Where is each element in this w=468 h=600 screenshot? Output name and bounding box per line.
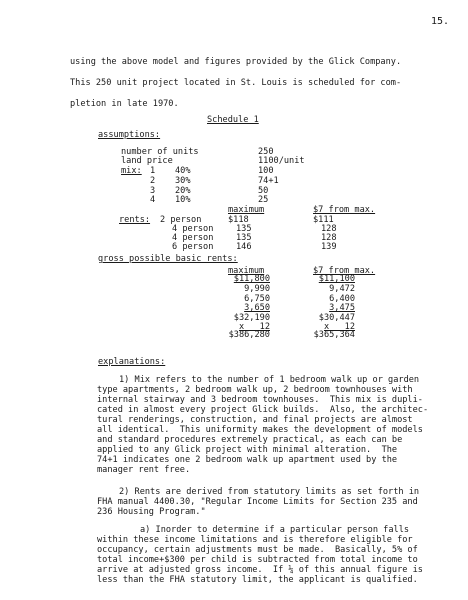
rent-less: 128 [321, 233, 337, 243]
gross-col-less: $7 from max. [313, 266, 376, 276]
page-number: 15. [431, 16, 450, 27]
mix-percent: 30% [175, 176, 191, 186]
gross-less: 9,472 [329, 284, 355, 294]
rent-max: $118 [228, 215, 249, 225]
para1-line: tural renderings, construction, and final projects are almost [97, 415, 413, 425]
gross-max: 6,750 [244, 294, 270, 304]
gross-less: 3,475 [329, 303, 355, 313]
mix-units: 100 [258, 166, 274, 176]
rent-less: $111 [313, 215, 334, 225]
para1-line: type apartments, 2 bedroom walk up, 2 bedroom townhouses with [97, 385, 413, 395]
rents-col-max: maximum [228, 205, 265, 215]
rent-persons: 4 person [172, 233, 214, 243]
para3-line: within these income limitations and is therefore eligible for [97, 535, 413, 545]
rent-less: 128 [321, 224, 337, 234]
para1-line: and standard procedures extremely practical, as each can be [97, 435, 403, 445]
mix-bedrooms: 1 [150, 166, 156, 176]
para2-line: 236 Housing Program." [97, 507, 206, 517]
gross-max: 9,990 [244, 284, 270, 294]
gross-total-less: $365,364 [313, 330, 355, 340]
para3-line: less than the FHA statutory limit, the applicant is qualified. [97, 575, 418, 585]
rents-label: rents: [119, 215, 151, 225]
gross-label: gross possible basic rents: [98, 254, 238, 264]
intro-line: pletion in late 1970. [70, 99, 179, 109]
para1-line: manager rent free. [97, 465, 191, 475]
assumption-value: 1100/unit [258, 156, 305, 166]
gross-col-max: maximum [228, 266, 265, 276]
gross-subtotal-max: $32,190 [233, 313, 270, 323]
para3-line: occupancy, certain adjustments must be made. Basically, 5% of [97, 545, 418, 555]
rent-persons: 2 person [160, 215, 202, 225]
intro-line: using the above model and figures provided by the Glick Company. [70, 57, 402, 67]
rent-max: 135 [236, 224, 252, 234]
rent-less: 139 [321, 242, 337, 252]
intro-line: This 250 unit project located in St. Louis is scheduled for com- [70, 78, 402, 88]
gross-total-max: $386,280 [228, 330, 270, 340]
para1-line: internal stairway and 3 bedroom townhouses. This mix is dupli- [97, 395, 423, 405]
rents-col-less: $7 from max. [313, 205, 376, 215]
gross-max: 3,650 [244, 303, 270, 313]
para3-line: total income+$300 per child is subtracted from total income to [97, 555, 418, 565]
mix-percent: 20% [175, 186, 191, 196]
mix-units: 25 [258, 195, 269, 205]
mix-units: 50 [258, 186, 269, 196]
mix-percent: 40% [175, 166, 191, 176]
gross-less: 6,400 [329, 294, 355, 304]
schedule-title: Schedule 1 [207, 115, 259, 125]
para3-line: arrive at adjusted gross income. If ¼ of this annual figure is [97, 565, 423, 575]
gross-less: $11,100 [318, 274, 355, 284]
assumption-label: number of units [121, 147, 199, 157]
mix-bedrooms: 4 [150, 195, 156, 205]
gross-subtotal-less: $30,447 [318, 313, 355, 323]
para2-line: 2) Rents are derived from statutory limits as set forth in [119, 487, 420, 497]
para1-line: 74+1 indicates one 2 bedroom walk up apartment used by the [97, 455, 398, 465]
para1-line: cated in almost every project Glick builds. Also, the architec- [97, 405, 429, 415]
gross-max: $11,800 [233, 274, 270, 284]
rent-max: 146 [236, 242, 252, 252]
para2-line: FHA manual 4400.30, "Regular Income Limits for Section 235 and [97, 497, 418, 507]
mix-bedrooms: 2 [150, 176, 156, 186]
mix-label: mix: [121, 166, 142, 176]
para1-line: applied to any Glick project with minimal alteration. The [97, 445, 398, 455]
para1-line: 1) Mix refers to the number of 1 bedroom walk up or garden [119, 375, 420, 385]
mix-bedrooms: 3 [150, 186, 156, 196]
rent-max: 135 [236, 233, 252, 243]
explanations-heading: explanations: [98, 357, 166, 367]
rent-persons: 4 person [172, 224, 214, 234]
mix-percent: 10% [175, 195, 191, 205]
mix-units: 74+1 [258, 176, 279, 186]
assumption-value: 250 [258, 147, 274, 157]
gross-multiplier-max: x 12 [238, 322, 270, 332]
para1-line: all identical. This uniformity makes the development of models [97, 425, 423, 435]
gross-multiplier-less: x 12 [323, 322, 355, 332]
para3-line: a) Inorder to determine if a particular person falls [140, 525, 410, 535]
assumptions-heading: assumptions: [98, 130, 161, 140]
assumption-label: land price [121, 156, 173, 166]
rent-persons: 6 person [172, 242, 214, 252]
